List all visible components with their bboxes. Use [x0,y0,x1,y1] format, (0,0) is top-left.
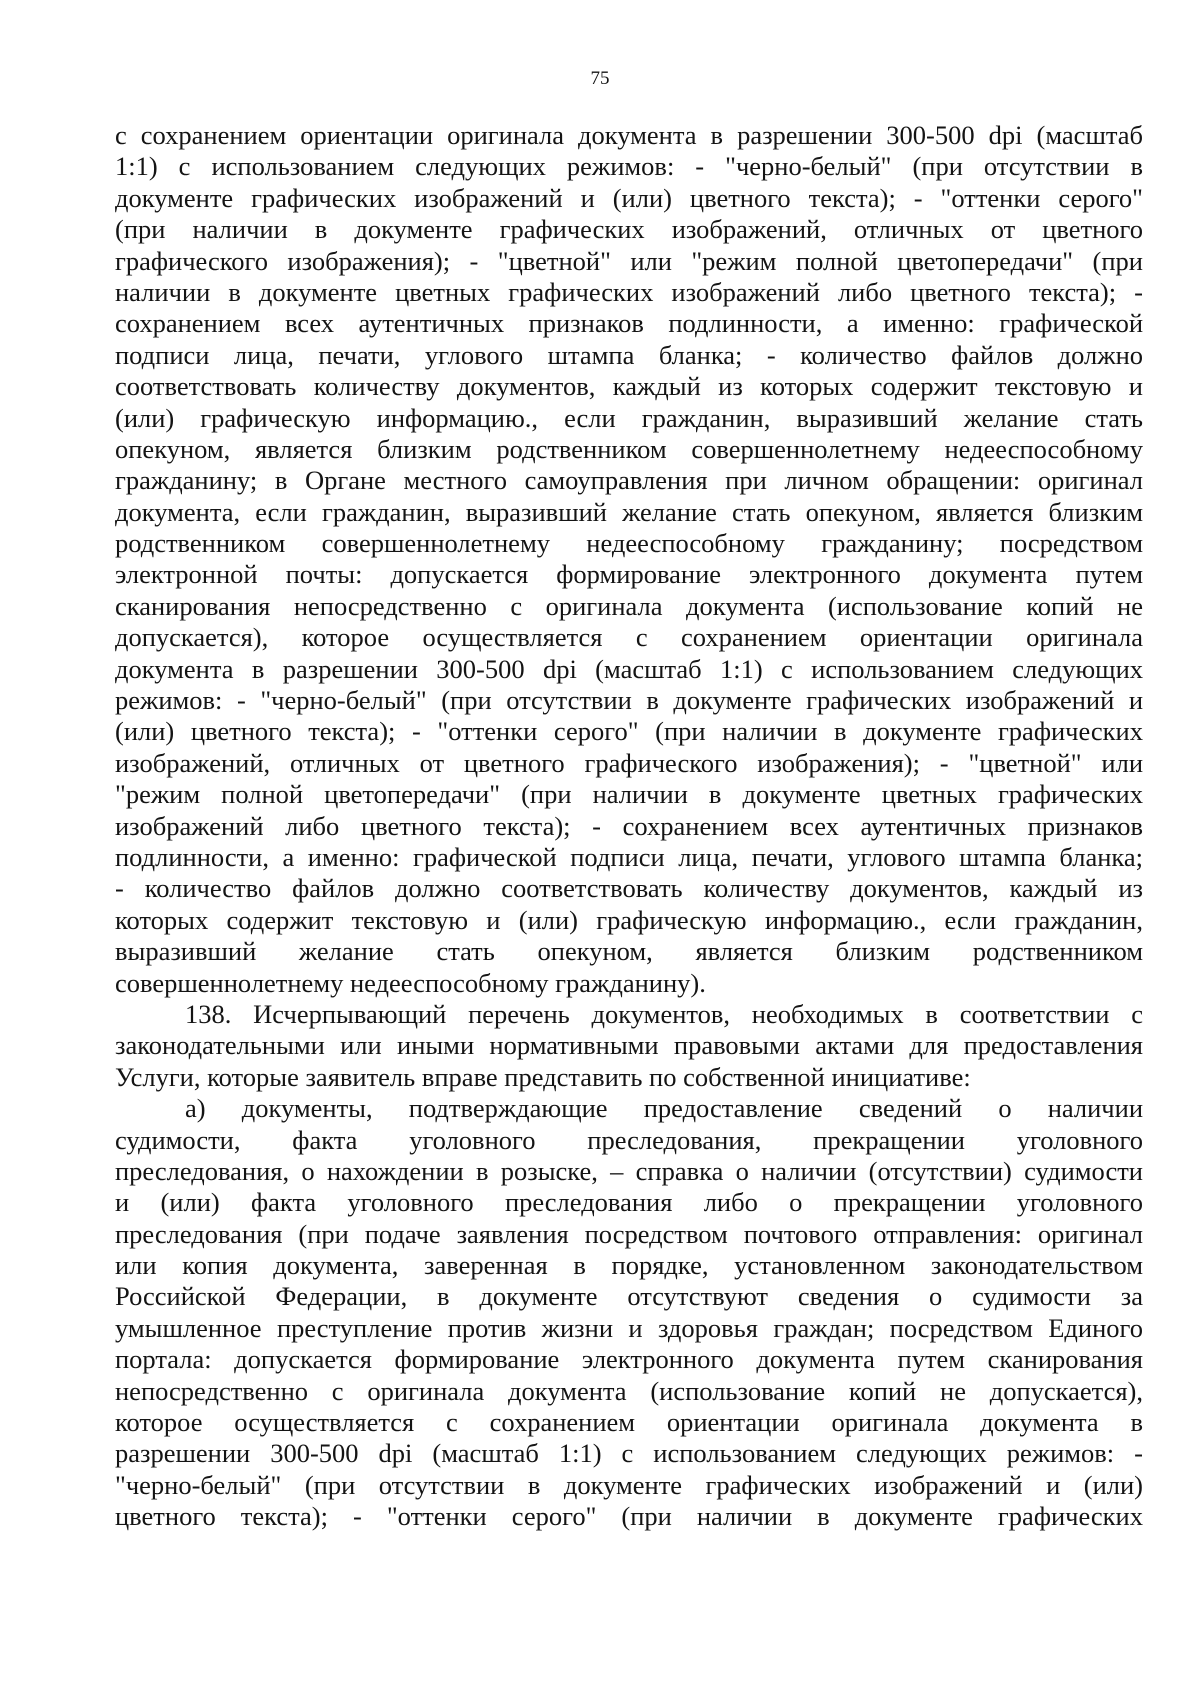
text-line: выразивший желание стать опекуном, является близким родственником [115,936,1143,967]
text-line: - количество файлов должно соответствовать количеству документов, каждый из [115,873,1143,904]
text-line: соответствовать количеству документов, каждый из которых содержит текстовую и [115,371,1143,402]
text-line: непосредственно с оригинала документа (использование копий не допускается), [115,1375,1143,1406]
text-line: совершеннолетнему недееспособному гражданину). [115,967,706,998]
text-line: электронной почты: допускается формирование электронного документа путем [115,559,1143,590]
paragraph-p2 [115,999,1143,1093]
text-line: преследования (при подаче заявления посредством почтового отправления: оригинал [115,1218,1143,1249]
text-line: которых содержит текстовую и (или) графическую информацию., если гражданин, [115,904,1143,935]
text-line: опекуном, является близким родственником совершеннолетнему недееспособному [115,433,1143,464]
text-line: сканирования непосредственно с оригинала документа (использование копий не [115,590,1143,621]
text-line: сохранением всех аутентичных признаков подлинности, а именно: графической [115,308,1143,339]
text-line: (или) цветного текста); - "оттенки серого" (при наличии в документе графических [115,716,1143,747]
text-line: документа в разрешении 300-500 dpi (масштаб 1:1) с использованием следующих [115,653,1143,684]
text-line: или копия документа, заверенная в порядке, установленном законодательством [115,1250,1143,1281]
text-line: "режим полной цветопередачи" (при наличии в документе цветных графических [115,779,1143,810]
text-line: судимости, факта уголовного преследования, прекращении уголовного [115,1124,1143,1155]
text-line: которое осуществляется с сохранением ориентации оригинала документа в [115,1407,1143,1438]
text-line: "черно-белый" (при отсутствии в документе графических изображений и (или) [115,1469,1143,1500]
page-number: 75 [590,68,610,89]
text-line: документе графических изображений и (или) цветного текста); - "оттенки серого" [115,182,1143,213]
text-line: законодательными или иными нормативными правовыми актами для предоставления [115,1030,1143,1061]
text-line: умышленное преступление против жизни и здоровья граждан; посредством Единого [115,1312,1143,1343]
text-line: гражданину; в Органе местного самоуправления при личном обращении: оригинал [115,465,1143,496]
text-line: (при наличии в документе графических изображений, отличных от цветного [115,214,1143,245]
text-line: с сохранением ориентации оригинала документа в разрешении 300-500 dpi (масштаб [115,120,1143,150]
text-line: Российской Федерации, в документе отсутствуют сведения о судимости за [115,1281,1143,1312]
text-line: документа, если гражданин, выразивший желание стать опекуном, является близким [115,496,1143,527]
text-line: а) документы, подтверждающие предоставление сведений о наличии [185,1093,1143,1124]
text-line: наличии в документе цветных графических изображений либо цветного текста); - [115,276,1143,307]
text-line: подписи лица, печати, углового штампа бланка; - количество файлов должно [115,339,1143,370]
text-line: цветного текста); - "оттенки серого" (при наличии в документе графических [115,1501,1143,1532]
paragraph-p3 [115,1093,1143,1532]
text-line: изображений, отличных от цветного графического изображения); - "цветной" или [115,747,1143,778]
document-body [115,120,1143,1533]
text-line: изображений либо цветного текста); - сохранением всех аутентичных признаков [115,810,1143,841]
text-line: режимов: - "черно-белый" (при отсутствии в документе графических изображений и [115,685,1143,716]
text-line: (или) графическую информацию., если гражданин, выразивший желание стать [115,402,1143,433]
text-line: допускается), которое осуществляется с сохранением ориентации оригинала [115,622,1143,653]
text-line: портала: допускается формирование электронного документа путем сканирования [115,1344,1143,1375]
text-line: и (или) факта уголовного преследования либо о прекращении уголовного [115,1187,1143,1218]
paragraph-p1 [115,120,1143,999]
text-line: 138. Исчерпывающий перечень документов, необходимых в соответствии с [185,998,1143,1029]
text-line: преследования, о нахождении в розыске, – справка о наличии (отсутствии) судимости [115,1155,1143,1186]
text-line: подлинности, а именно: графической подписи лица, печати, углового штампа бланка; [115,841,1143,872]
text-line: Услуги, которые заявитель вправе представить по собственной инициативе: [115,1061,971,1092]
text-line: разрешении 300-500 dpi (масштаб 1:1) с использованием следующих режимов: - [115,1438,1143,1469]
text-line: графического изображения); - "цветной" или "режим полной цветопередачи" (при [115,245,1143,276]
text-line: родственником совершеннолетнему недееспособному гражданину; посредством [115,528,1143,559]
text-line: 1:1) с использованием следующих режимов: - "черно-белый" (при отсутствии в [115,151,1143,182]
